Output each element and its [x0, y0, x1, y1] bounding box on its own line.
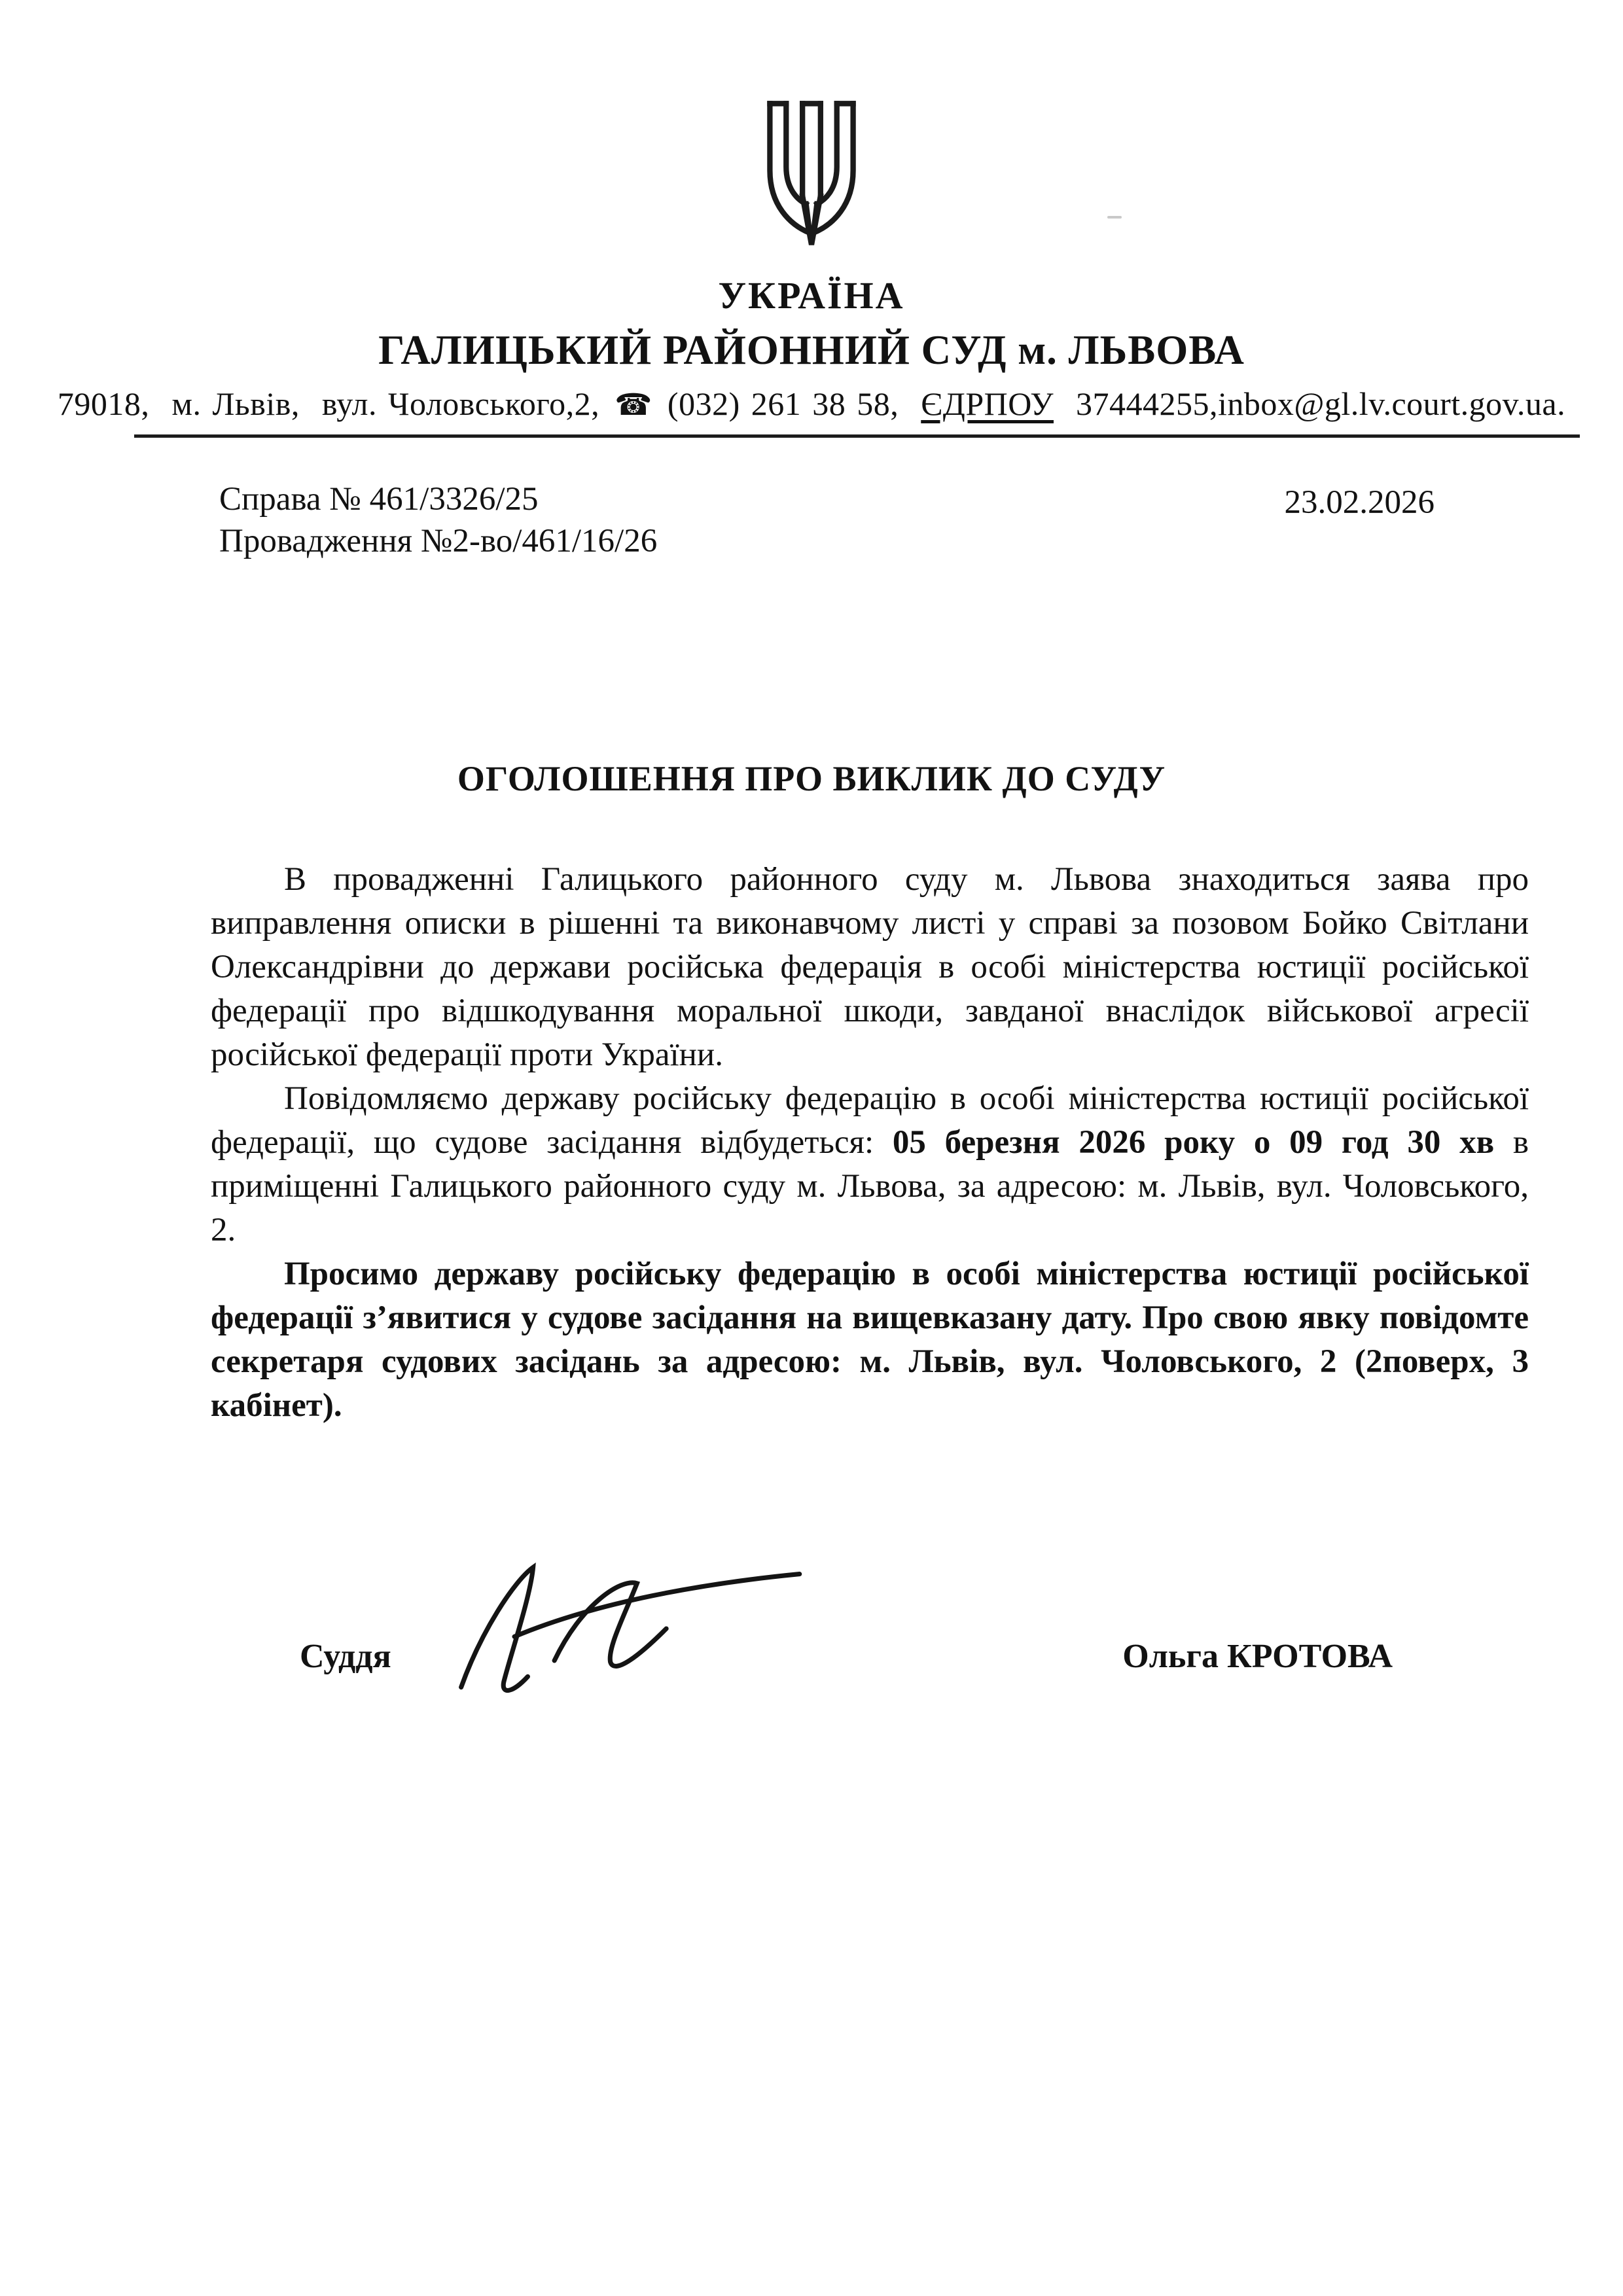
judge-role-label: Суддя: [300, 1638, 391, 1675]
court-name: ГАЛИЦЬКИЙ РАЙОННИЙ СУД м. ЛЬВОВА: [378, 327, 1245, 373]
document-title: ОГОЛОШЕННЯ ПРО ВИКЛИК ДО СУДУ: [457, 759, 1166, 798]
edrpou-label: ЄДРПОУ: [921, 385, 1054, 422]
hearing-datetime: 05 березня 2026 року о 09 год 30 хв: [892, 1124, 1495, 1161]
paragraph-2-tail: в приміщенні Галицького районного суду м. Львова, за адресою: м. Львів, вул. Чоловського, 2.: [211, 1124, 1529, 1248]
proceeding-number: Провадження №2-во/461/16/26: [219, 523, 658, 559]
letterhead-divider: [134, 434, 1580, 438]
judge-signature: [437, 1552, 810, 1703]
case-numbers: [219, 478, 657, 562]
document-body: [211, 858, 1529, 1428]
body-paragraph-1: В провадженні Галицького районного суду м. Львова знаходиться заява про виправлення описки в рішенні та виконавчому листі у справі за позовом Бойко Світлани Олександрівни до держави російська федерація в особі міністерства юстиції російської федерації про відшкодування моральної шкоди, завданої внаслідок військової агресії російської федерації проти України.: [211, 861, 1529, 1073]
phone-icon: ☎: [615, 387, 652, 422]
court-address: 79018, м. Львів, вул. Чоловського,2,: [57, 385, 611, 422]
letterhead: [0, 0, 1623, 438]
body-paragraph-3: Просимо державу російську федерацію в особі міністерства юстиції російської федерації з’явитися у судове засідання на вищевказану дату. Про свою явку повідомте секретаря судових засідань за адресою: м. Львів, вул. Чоловського, 2 (2поверх, 3 кабінет).: [211, 1256, 1529, 1424]
court-contact-line: [0, 385, 1623, 423]
scan-artifact: [1107, 216, 1122, 219]
country-name: УКРАЇНА: [718, 274, 905, 317]
judge-name: Ольга КРОТОВА: [1122, 1638, 1393, 1675]
body-paragraph-2: [211, 1077, 1529, 1252]
ukraine-trident-icon: [756, 98, 867, 252]
edrpou-value: 37444255,inbox@gl.lv.court.gov.ua.: [1053, 385, 1566, 422]
document-date: 23.02.2026: [1284, 484, 1435, 521]
signature-block: [300, 1637, 1393, 1676]
paragraph-2-lead: Повідомляємо державу російську федерацію в особі міністерства юстиції російської федерації, що судове засідання відбудеться:: [211, 1080, 1529, 1161]
court-phone: (032) 261 38 58,: [656, 385, 921, 422]
case-number: Справа № 461/3326/25: [219, 481, 539, 518]
case-info: [219, 478, 1435, 562]
